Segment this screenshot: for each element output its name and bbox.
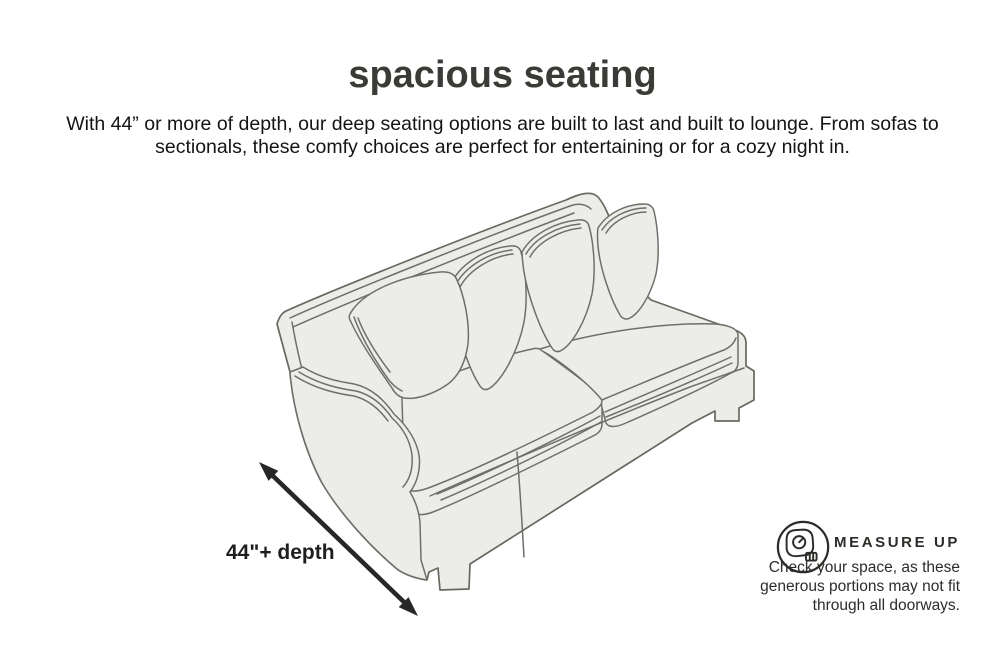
page-title: spacious seating: [348, 54, 657, 96]
page-description: With 44” or more of depth, our deep seating options are built to last and built to lounge. From sofas to sectionals, these comfy choices are perfect for entertaining or for a cozy night in.: [66, 113, 939, 159]
depth-dimension-label: 44"+ depth: [226, 541, 335, 564]
sofa-body: [277, 193, 754, 590]
measure-up-heading: MEASURE UP: [834, 534, 961, 551]
measure-up-note: Check your space, as these generous portions may not fit through all doorways.: [760, 559, 960, 615]
